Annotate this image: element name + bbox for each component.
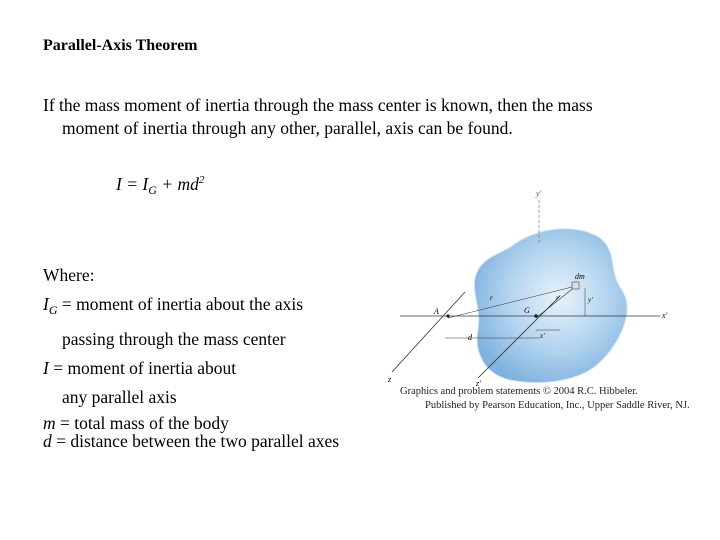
fig-label-g: G	[524, 306, 530, 315]
fig-label-x-small: x'	[540, 332, 545, 340]
page-title: Parallel-Axis Theorem	[43, 37, 198, 54]
intro-line-1: If the mass moment of inertia through the mass center is known, then the mass	[43, 95, 593, 115]
formula-superscript: 2	[198, 174, 205, 186]
fig-label-z-prime: z'	[476, 379, 481, 388]
formula-lhs: I = I	[116, 174, 149, 194]
credit-line-1: Graphics and problem statements © 2004 R.C. Hibbeler.	[400, 386, 638, 397]
ig-symbol: I	[43, 294, 49, 314]
figure-credit	[400, 385, 710, 413]
mass-element-dm	[572, 282, 579, 289]
formula-subscript: G	[148, 183, 157, 197]
point-g	[534, 314, 538, 318]
axis-through-a	[392, 292, 465, 372]
ig-subscript: G	[48, 303, 58, 317]
m-symbol: m	[43, 413, 56, 433]
fig-label-r-prime: r'	[556, 294, 561, 302]
fig-label-dm: dm	[575, 272, 585, 281]
fig-label-a: A	[434, 307, 439, 316]
fig-label-d: d	[468, 333, 472, 342]
where-heading: Where:	[43, 265, 95, 285]
fig-label-x-prime: x'	[662, 311, 668, 320]
d-symbol: d	[43, 431, 52, 451]
m-text: = total mass of the body	[55, 413, 229, 433]
d-text: = distance between the two parallel axes	[51, 431, 340, 451]
fig-label-y-small: y'	[588, 296, 593, 304]
point-a	[446, 314, 449, 317]
fig-label-z: z	[388, 375, 392, 384]
fig-label-y-prime-top: y'	[536, 189, 542, 198]
formula-mid: + md	[156, 174, 199, 194]
ig-text: = moment of inertia about the axis	[57, 294, 304, 314]
i-symbol: I	[43, 358, 49, 378]
i-text: = moment of inertia about	[48, 358, 237, 378]
intro-line-2: moment of inertia through any other, parallel, axis can be found.	[62, 118, 513, 138]
fig-label-r: r	[490, 294, 493, 302]
credit-line-2: Published by Pearson Education, Inc., Upper Saddle River, NJ.	[425, 400, 690, 411]
ig-continuation: passing through the mass center	[62, 329, 286, 349]
i-continuation: any parallel axis	[62, 387, 177, 407]
